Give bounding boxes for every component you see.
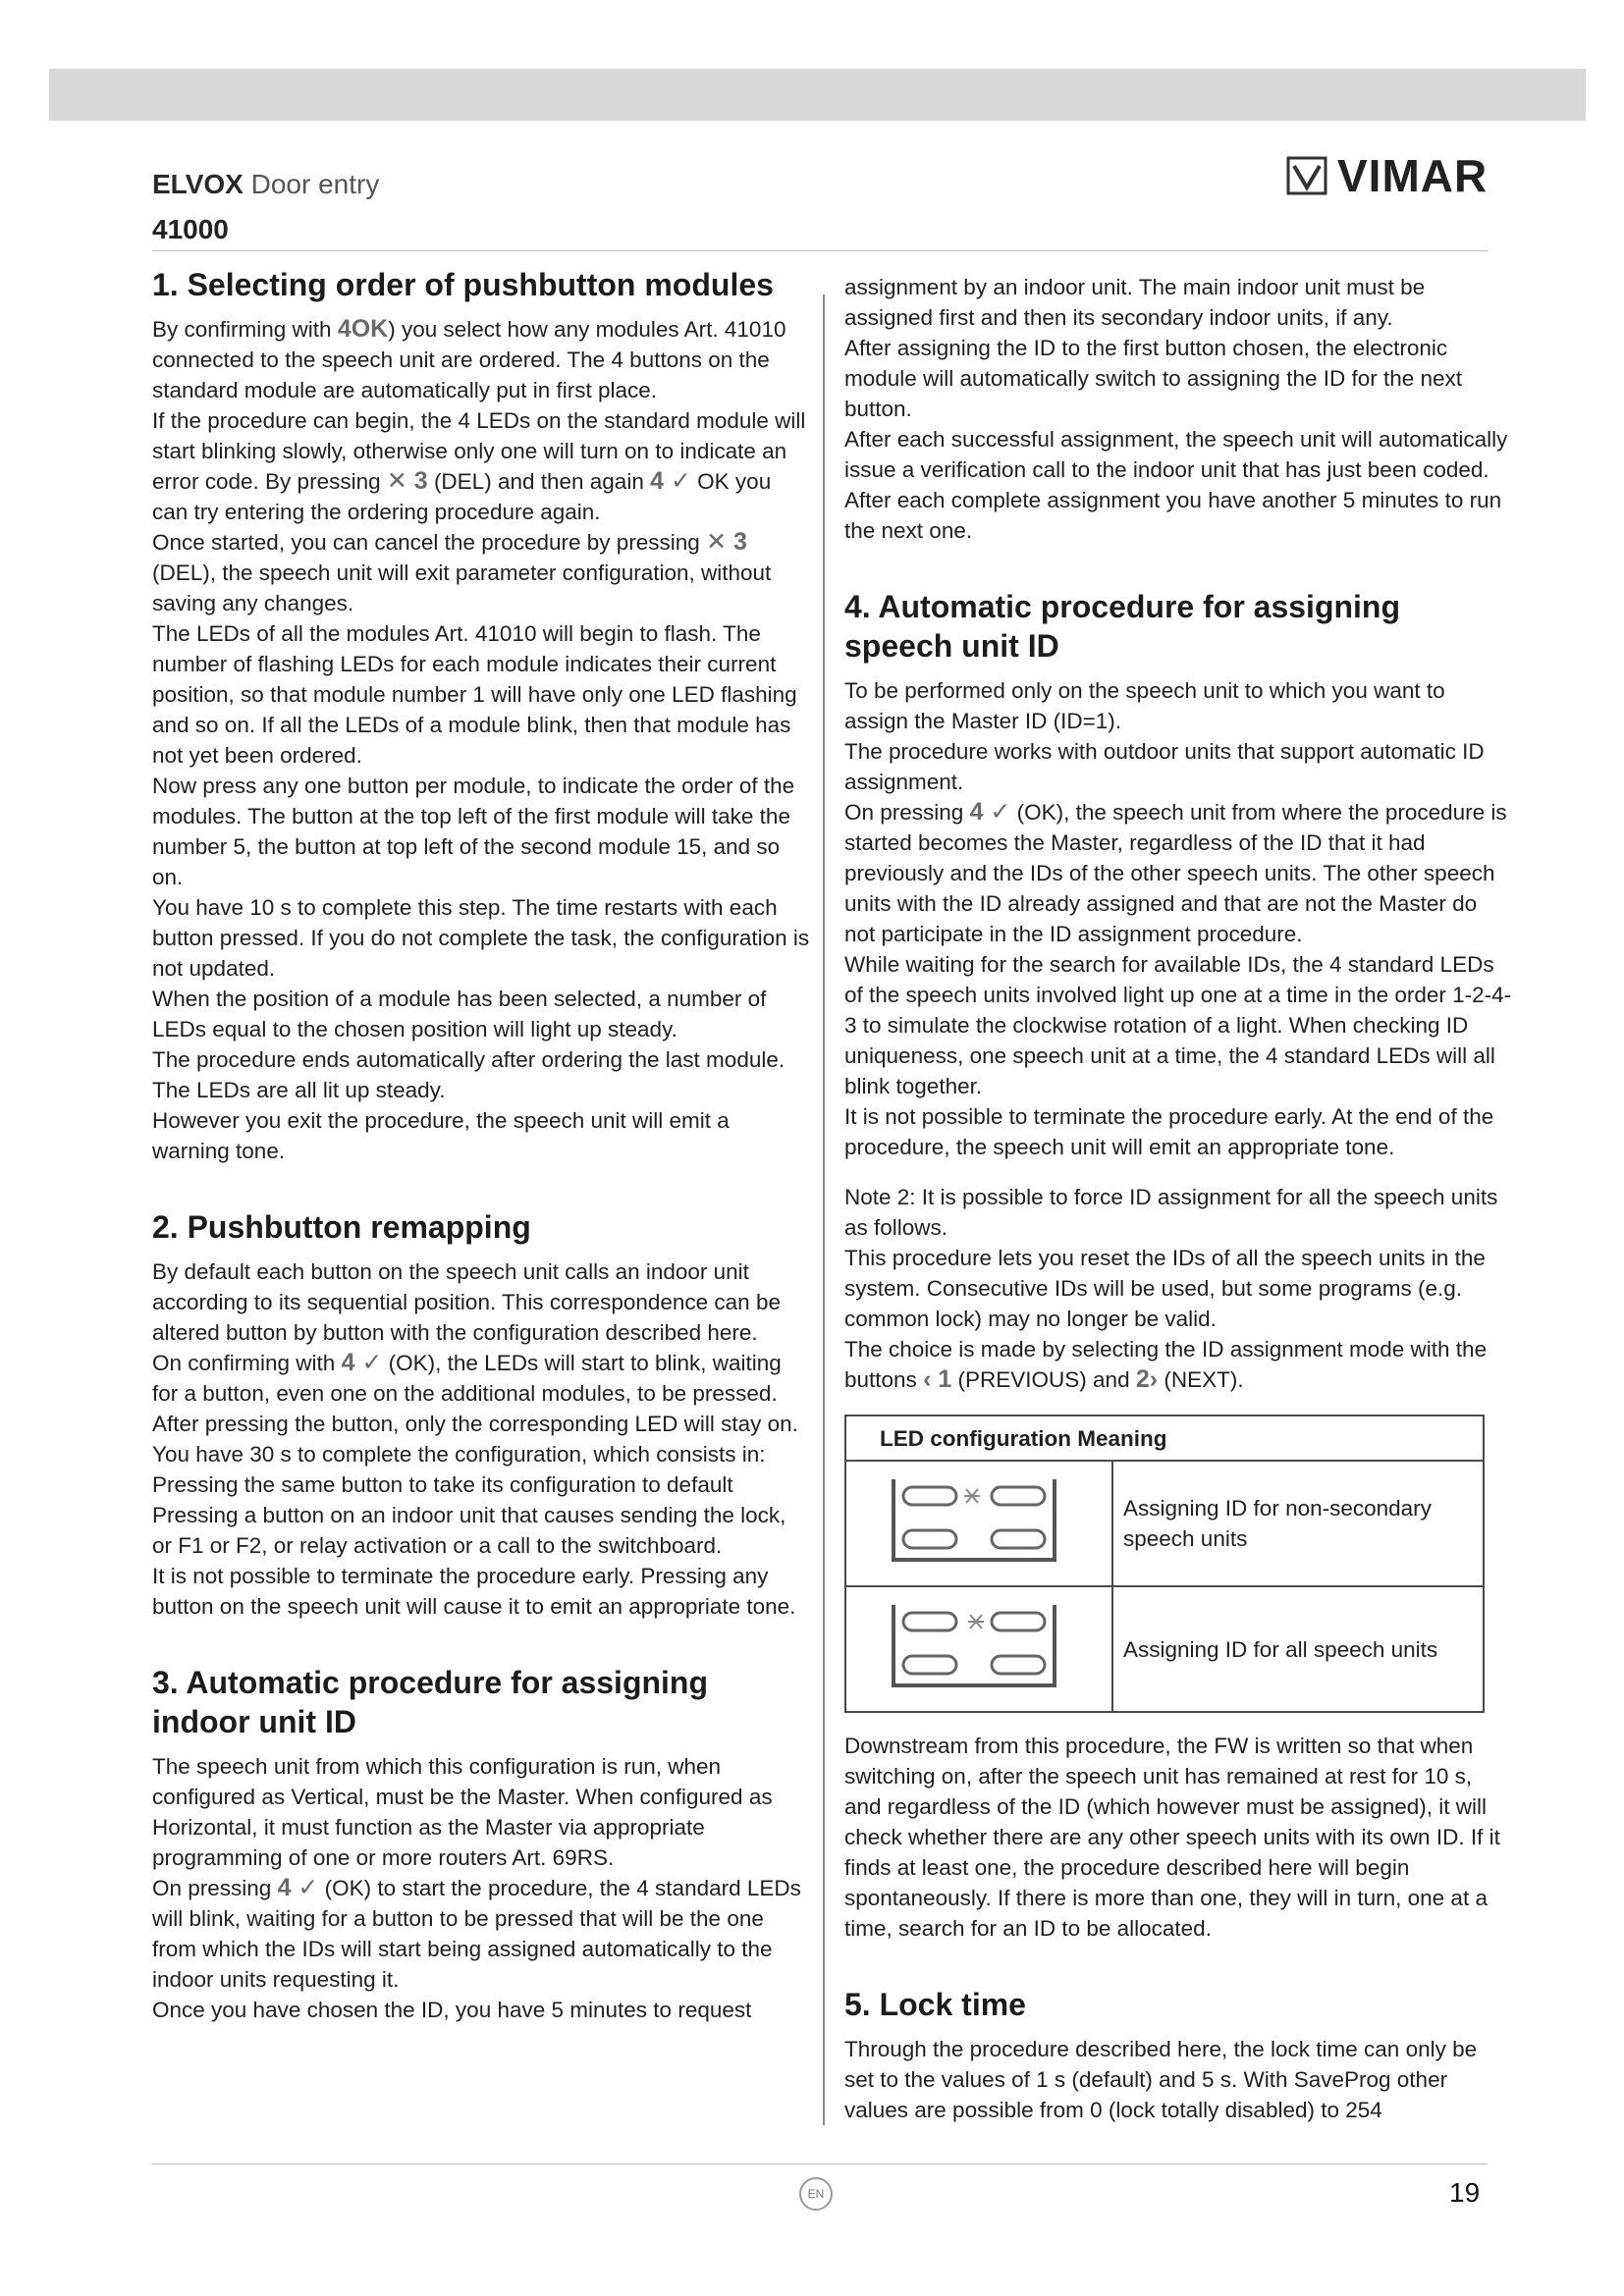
led-config-diagram-2 — [845, 1586, 1112, 1712]
led-config-diagram-1 — [845, 1461, 1112, 1586]
cont-paragraph-1: assignment by an indoor unit. The main indoor unit must be assigned first and then its secondary indoor units, if any. — [844, 275, 1426, 330]
table-header: LED configuration Meaning — [845, 1415, 1484, 1461]
s1-p3-text-b: (DEL), the speech unit will exit parameter configuration, without saving any changes. — [152, 561, 772, 615]
s1-p3-text-a: Once started, you can cancel the procedure by pressing — [152, 530, 700, 555]
s4-paragraph-5: It is not possible to terminate the procedure early. At the end of the procedure, the speech unit will emit an appropriate tone. — [844, 1104, 1494, 1159]
header-divider — [152, 250, 1488, 251]
s3-p2-text-a: On pressing — [152, 1876, 272, 1900]
s3-p2-text-b: (OK) to start the procedure, the 4 standard LEDs will blink, waiting for a button to be pressed that will be the one from which the IDs will start being assigned automatically to the indoor units requesting it. — [152, 1876, 801, 1992]
s4-paragraph-1: To be performed only on the speech unit to which you want to assign the Master ID (ID=1). — [844, 678, 1445, 733]
table-row — [845, 1461, 1484, 1586]
s2-paragraph-2 — [152, 1348, 810, 1469]
ok-key-icon: 4OK — [337, 315, 389, 343]
cont-paragraph-3: After each successful assignment, the speech unit will automatically issue a verification call to the indoor unit that has just been coded. — [844, 427, 1508, 482]
top-gray-bar — [49, 69, 1586, 121]
table-cell-meaning: Assigning ID for non-secondary speech units — [1112, 1461, 1484, 1586]
s1-p1-text-b: ) you select how any modules Art. 41010 connected to the speech unit are ordered. The 4 buttons on the standard module are automatically put in first place. — [152, 317, 786, 402]
table-row — [845, 1586, 1484, 1712]
vimar-logo — [1286, 149, 1488, 202]
right-column — [844, 272, 1512, 2125]
cont-paragraph-2: After assigning the ID to the first button chosen, the electronic module will automatically switch to assigning the ID for the next button. — [844, 336, 1463, 421]
s1-paragraph-9: However you exit the procedure, the speech unit will emit a warning tone. — [152, 1108, 730, 1163]
s2-p2-text-a: On confirming with — [152, 1351, 336, 1375]
left-column — [152, 265, 810, 2025]
s3-paragraph-3: Once you have chosen the ID, you have 5 minutes to request — [152, 1998, 752, 2022]
s4-paragraph-4: While waiting for the search for available IDs, the 4 standard LEDs of the speech units involved light up one at a time in the order 1-2-4-3 to simulate the clockwise rotation of a light. When checking ID uniqueness, one speech unit at a time, the 4 standard LEDs will all blink together. — [844, 952, 1512, 1098]
s2-paragraph-5: It is not possible to terminate the procedure early. Pressing any button on the speech unit will cause it to emit an appropriate tone. — [152, 1564, 796, 1619]
s2-paragraph-1: By default each button on the speech unit calls an indoor unit according to its sequential position. This correspondence can be altered button by button with the configuration described here. — [152, 1259, 781, 1345]
logo-text: VIMAR — [1337, 150, 1489, 201]
led-panel-icon — [846, 1587, 1111, 1703]
s4-p3-text-a: On pressing — [844, 800, 964, 825]
section-4-title: 4. Automatic procedure for assigning speech unit ID — [844, 589, 1401, 664]
s3-paragraph-1: The speech unit from which this configuration is run, when configured as Vertical, must be the Master. When configured as Horizontal, it must function as the Master via appropriate programming of one or more routers Art. 69RS. — [152, 1754, 773, 1870]
next-key-icon: 2› — [1135, 1365, 1159, 1393]
s4-paragraph-6: This procedure lets you reset the IDs of all the speech units in the system. Consecutive IDs will be used, but some programs (e.g. common lock) may no longer be valid. — [844, 1246, 1486, 1331]
s3-paragraph-2 — [152, 1873, 810, 1995]
s1-p2-text-c: OK you can try entering the ordering procedure again. — [152, 469, 772, 524]
s1-paragraph-3 — [152, 527, 810, 618]
s4-note-2: Note 2: It is possible to force ID assignment for all the speech units as follows. — [844, 1185, 1498, 1240]
section-2-title: 2. Pushbutton remapping — [152, 1209, 531, 1245]
footer-divider — [152, 2163, 1488, 2164]
s4-paragraph-7 — [844, 1334, 1512, 1395]
ok-key-icon: 4 ✓ — [341, 1349, 383, 1376]
s1-p1-text-a: By confirming with — [152, 317, 332, 342]
table-cell-meaning: Assigning ID for all speech units — [1112, 1586, 1484, 1712]
led-configuration-table — [844, 1415, 1485, 1713]
s1-p2-text-b: (DEL) and then again — [433, 469, 644, 494]
s1-paragraph-1 — [152, 314, 810, 405]
del-key-icon: ✕ 3 — [386, 467, 428, 495]
s4-p7-text-a: The choice is made by selecting the ID assignment mode with the buttons — [844, 1337, 1488, 1392]
ok-key-icon: 4 ✓ — [969, 798, 1011, 826]
s4-p7-text-b: (PREVIOUS) and — [957, 1367, 1130, 1392]
s4-paragraph-2: The procedure works with outdoor units that support automatic ID assignment. — [844, 739, 1485, 794]
column-divider — [823, 294, 825, 2125]
vimar-logo-icon — [1286, 156, 1327, 195]
del-key-icon: ✕ 3 — [706, 528, 747, 556]
model-number: 41000 — [152, 214, 229, 244]
s1-paragraph-6: You have 10 s to complete this step. The time restarts with each button pressed. If you do not complete the task, the configuration is not updated. — [152, 895, 810, 981]
s4-paragraph-8: Downstream from this procedure, the FW is written so that when switching on, after the speech unit has remained at rest for 10 s, and regardless of the ID (which however must be assigned), it will check whether there are any other speech units with its own ID. If it finds at least one, the procedure described here will begin spontaneously. If there is more than one, they will in turn, one at a time, search for an ID to be allocated. — [844, 1734, 1500, 1941]
section-5-title: 5. Lock time — [844, 1987, 1026, 2022]
language-badge: EN — [799, 2177, 833, 2211]
s2-paragraph-4: Pressing a button on an indoor unit that causes sending the lock, or F1 or F2, or relay activation or a call to the switchboard. — [152, 1503, 786, 1558]
s1-paragraph-5: Now press any one button per module, to indicate the order of the modules. The button at the top left of the first module will take the number 5, the button at top left of the second module 15, and so on. — [152, 774, 795, 889]
page-number: 19 — [1449, 2177, 1481, 2208]
brand-header — [152, 169, 379, 200]
s1-paragraph-7: When the position of a module has been selected, a number of LEDs equal to the chosen position will light up steady. — [152, 987, 767, 1041]
led-panel-icon — [846, 1462, 1111, 1577]
s5-paragraph-1: Through the procedure described here, the lock time can only be set to the values of 1 s (default) and 5 s. With SaveProg other values are possible from 0 (lock totally disabled) to 254 — [844, 2037, 1478, 2122]
ok-key-icon: 4 ✓ — [277, 1874, 319, 1901]
section-3-title: 3. Automatic procedure for assigning indoor unit ID — [152, 1665, 709, 1739]
brand-suffix: Door entry — [250, 169, 380, 199]
cont-paragraph-4: After each complete assignment you have another 5 minutes to run the next one. — [844, 488, 1502, 543]
s2-p2-text-b: (OK), the LEDs will start to blink, waiting for a button, even one on the additional modules, to be pressed. After pressing the button, only the corresponding LED will stay on. You have 30 s to complete the configuration, which consists in: — [152, 1351, 798, 1467]
s4-paragraph-3 — [844, 797, 1512, 949]
section-1-title: 1. Selecting order of pushbutton modules — [152, 267, 774, 302]
s4-p3-text-b: (OK), the speech unit from where the procedure is started becomes the Master, regardless of the ID that it had previously and the IDs of the other speech units. The other speech units with the ID already assigned and that are not the Master do not participate in the ID assignment procedure. — [844, 800, 1507, 946]
brand-name: ELVOX — [152, 169, 244, 199]
previous-key-icon: ‹ 1 — [923, 1365, 952, 1393]
s1-p2-text-a: If the procedure can begin, the 4 LEDs on the standard module will start blinking slowly, otherwise only one will turn on to indicate an error code. By pressing — [152, 408, 806, 494]
s1-paragraph-4: The LEDs of all the modules Art. 41010 will begin to flash. The number of flashing LEDs for each module indicates their current position, so that module number 1 will have only one LED flashing and so on. If all the LEDs of a module blink, then that module has not yet been ordered. — [152, 621, 797, 768]
s2-paragraph-3: Pressing the same button to take its configuration to default — [152, 1472, 733, 1497]
ok-key-icon: 4 ✓ — [650, 467, 691, 495]
s4-p7-text-c: (NEXT). — [1164, 1367, 1244, 1392]
s1-paragraph-2 — [152, 405, 810, 527]
s1-paragraph-8: The procedure ends automatically after ordering the last module. The LEDs are all lit up steady. — [152, 1047, 785, 1102]
